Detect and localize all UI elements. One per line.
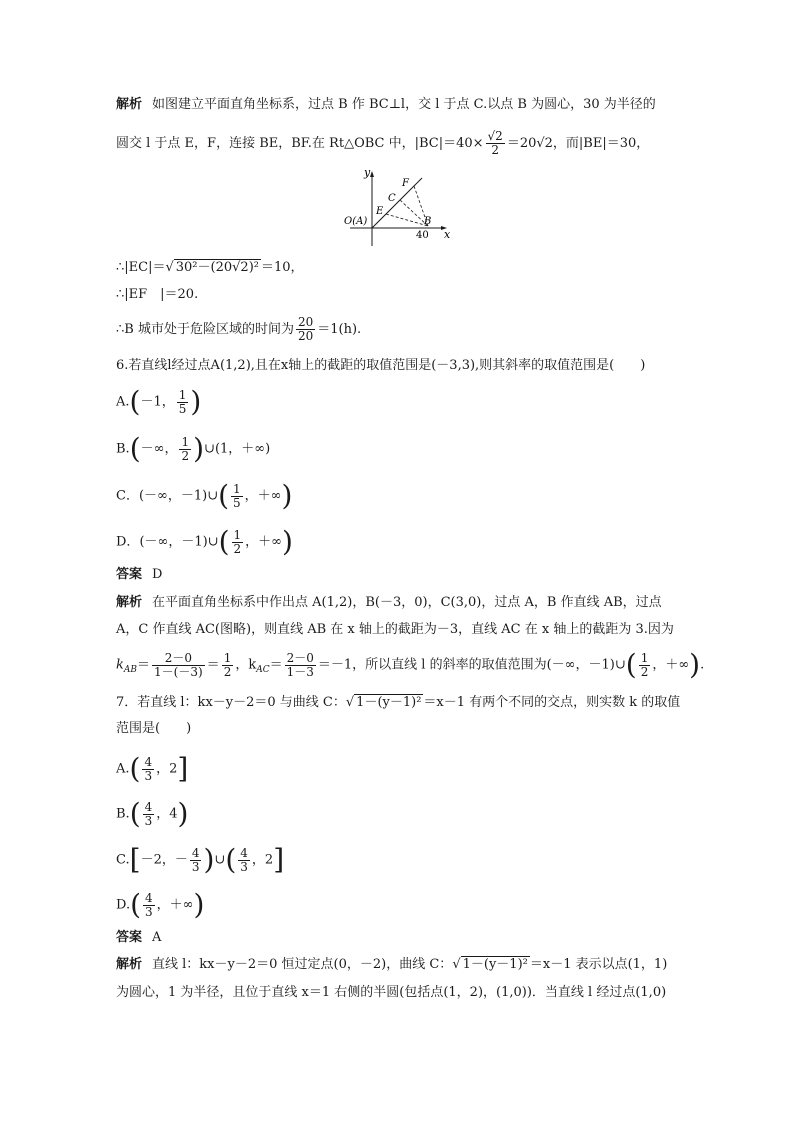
q7-option-b: B.( $\frac{4}{3}$ ，4) bbox=[116, 797, 189, 830]
point-c-label: C bbox=[388, 193, 396, 204]
solution5-text1: 如图建立平面直角坐标系，过点 B 作 BC⊥l，交 l 于点 C.以点 B 为圆心，30 为半径的 bbox=[152, 97, 656, 112]
q6-option-d: D．(－∞，－1)∪( $\frac{1}{2}$ ，＋∞) bbox=[116, 525, 293, 558]
x-label: x bbox=[444, 228, 451, 241]
q7-option-d: D.( $\frac{4}{3}$ ，＋∞) bbox=[116, 888, 205, 921]
point-b-label: B bbox=[424, 216, 432, 227]
line-l bbox=[372, 178, 422, 228]
coordinate-figure bbox=[340, 168, 452, 248]
origin-label: O(A) bbox=[344, 216, 368, 227]
point-e-label: E bbox=[376, 206, 384, 217]
solution5-line1 bbox=[116, 96, 656, 114]
fraction-20-20: $\frac{20}{20}$ bbox=[297, 315, 314, 343]
q7-option-a: A.( $\frac{4}{3}$ ，2] bbox=[116, 752, 189, 785]
solution5-text2: 圆交 l 于点 E，F，连接 BE，BF.在 Rt△OBC 中，|BC|＝40× bbox=[116, 136, 484, 151]
y-label: y bbox=[364, 168, 371, 179]
segment-be bbox=[386, 214, 428, 226]
solution5-line2: 圆交 l 于点 E，F，连接 BE，BF.在 Rt△OBC 中，|BC|＝40× $\frac{√2}{2}$ ＝20√2，而|BE|＝30， bbox=[116, 129, 650, 157]
q6-option-c: C．(－∞，－1)∪( $\frac{1}{5}$ ，＋∞) bbox=[116, 479, 293, 512]
q7-stem-line1: 7．若直线 l：kx－y－2＝0 与曲线 C：√ 1－(y－1)² ＝x－1 有两个不同的交点，则实数 k 的取值 bbox=[116, 695, 681, 710]
fraction-sqrt2-over-2: $\frac{√2}{2}$ bbox=[487, 129, 503, 157]
q6-option-b: B.(－∞， $\frac{1}{2}$ )∪(1，＋∞) bbox=[116, 432, 271, 465]
solution-label: 解析 bbox=[116, 97, 143, 112]
q6-answer: 答案 D bbox=[116, 567, 163, 582]
ec-line: ∴|EC|＝√ 30²－(20√2)² ＝10， bbox=[116, 260, 304, 275]
q7-option-c: C.[－2，－ $\frac{4}{3}$ )∪( $\frac{4}{3}$ ，2] bbox=[116, 843, 285, 876]
q6-option-a: A.(－1， $\frac{1}{5}$ ) bbox=[116, 385, 202, 418]
q6-solution-line2: A，C 作直线 AC(图略)，则直线 AB 在 x 轴上的截距为－3，直线 AC 在 x 轴上的截距为 3.因为 bbox=[116, 622, 674, 637]
q6-solution-line1: 解析 在平面直角坐标系中作出点 A(1,2)，B(－3，0)，C(3,0)，过点 A，B 作直线 AB，过点 bbox=[116, 595, 662, 610]
y-arrow-icon bbox=[370, 171, 374, 177]
q7-solution-line1: 解析 直线 l：kx－y－2＝0 恒过定点(0，－2)，曲线 C：√ 1－(y－1)² ＝x－1 表示以点(1，1) bbox=[116, 957, 668, 972]
point-f-label: F bbox=[402, 178, 409, 189]
q7-stem-line2: 范围是( ) bbox=[116, 721, 192, 736]
q6-solution-line3: $k_{AB}=$ $\frac{2-0}{1-(-3)}$ ＝ $\frac{1}{2}$ ，$k_{AC}=$ $\frac{2-0}{1-3}$ ＝－1，所以直线 l 的斜率的取值范围为(－∞，－1)∪( $\frac{1}{2}$ ，＋∞). bbox=[116, 648, 705, 681]
q6-stem: 6.若直线l经过点A(1,2),且在x轴上的截距的取值范围是(－3,3),则其斜率的取值范围是( ) bbox=[116, 358, 646, 373]
q7-answer: 答案 A bbox=[116, 930, 162, 945]
time-line: ∴B 城市处于危险区域的时间为 $\frac{20}{20}$ ＝1(h). bbox=[116, 315, 362, 343]
q7-solution-line2: 为圆心，1 为半径，且位于直线 x＝1 右侧的半圆(包括点(1，2)，(1,0))．当直线 l 经过点(1,0) bbox=[116, 985, 667, 1000]
tick-40-label: 40 bbox=[416, 230, 429, 241]
ef-line: ∴|EF |＝20. bbox=[116, 287, 199, 302]
